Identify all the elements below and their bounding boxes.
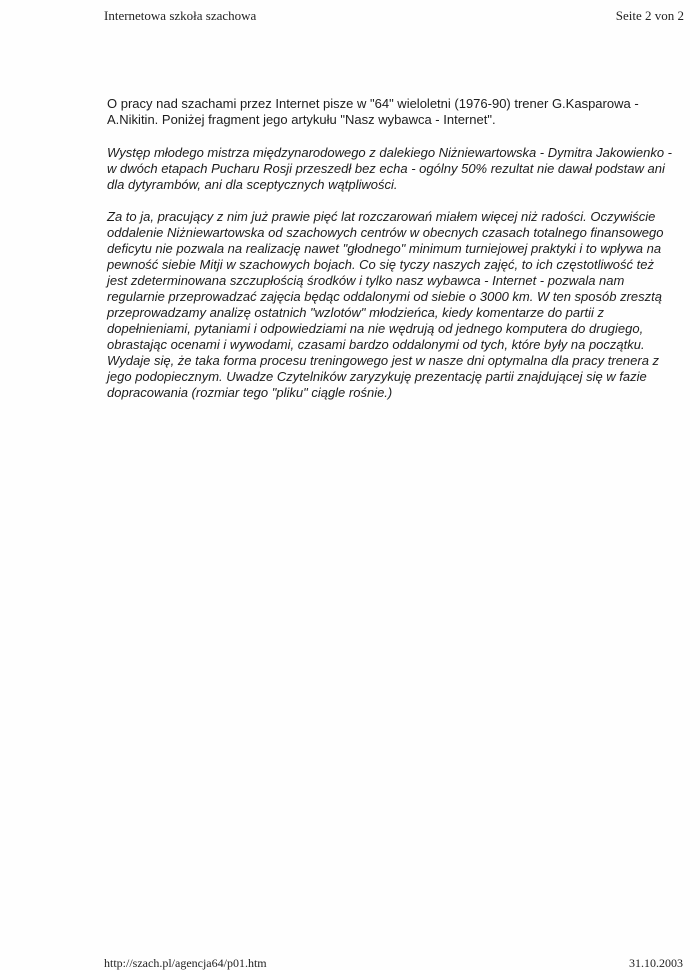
page-indicator: Seite 2 von 2 — [615, 8, 684, 23]
intro-paragraph: O pracy nad szachami przez Internet pisze w "64" wieloletni (1976-90) trener G.Kasparowa - A.Nikitin. Poniżej fragment jego artykułu "Nasz wybawca - Internet". — [107, 96, 639, 127]
article-paragraph-1: Występ młodego mistrza międzynarodowego z dalekiego Niżniewartowska - Dymitra Jakowienko - w dwóch etapach Pucharu Rosji przeszedł bez echa - ogólny 50% rezultat nie dawał podstaw ani dla dytyrambów, ani dla sceptycznych wątpliwości. — [107, 145, 672, 192]
footer-date: 31.10.2003 — [629, 956, 683, 970]
page-header-title: Internetowa szkoła szachowa — [104, 8, 257, 23]
footer-url: http://szach.pl/agencja64/p01.htm — [104, 956, 267, 970]
article-paragraph-2: Za to ja, pracujący z nim już prawie pięć lat rozczarowań miałem więcej niż radości. Oczywiście oddalenie Niżniewartowska od szachowych centrów w obecnych czasach totalnego finansowego deficytu nie pozwala na realizację nawet "głodnego" minimum turniejowej praktyki i to wpływa na pewność siebie Mitji w szachowych bojach. Co się tyczy naszych zajęć, to ich częstotliwość też jest zdeterminowana szczupłością środków i tylko nasz wybawca - Internet - pozwala nam regularnie przeprowadzać zajęcia będąc oddalonymi od siebie o 3000 km. W ten sposób zresztą przeprowadzamy analizę ostatnich "wzlotów" młodzieńca, kiedy komentarze do partii z dopełnieniami, pytaniami i odpowiedziami na nie wędrują od jednego komputera do drugiego, obrastając ocenami i wywodami, czasami bardzo oddalonymi od tych, które były na początku. Wydaje się, że taka forma procesu treningowego jest w nasze dni optymalna dla pracy trenera z jego podopiecznym. Uwadze Czytelników zaryzykuję prezentację partii znajdującej się w fazie dopracowania (rozmiar tego "pliku" ciągle rośnie.) — [107, 209, 664, 400]
